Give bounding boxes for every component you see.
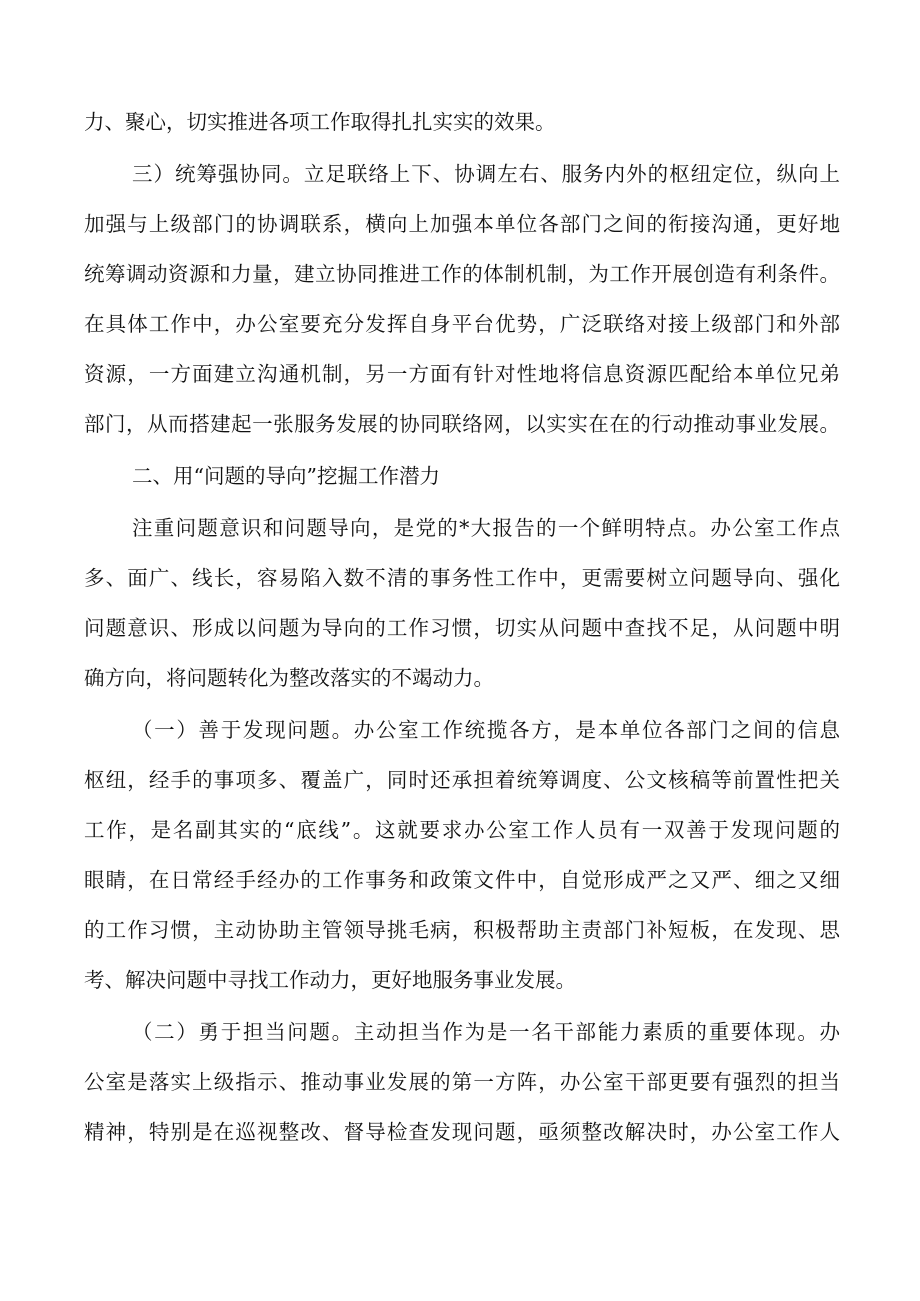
text-line: 统筹调动资源和力量，建立协同推进工作的体制机制，为工作开展创造有利条件。 <box>84 262 840 286</box>
text-line: 三）统筹强协同。立足联络上下、协调左右、服务内外的枢纽定位，纵向上 <box>132 162 840 186</box>
text-line: 工作，是名副其实的“底线”。这就要求办公室工作人员有一双善于发现问题的 <box>84 818 840 842</box>
text-line: （一）善于发现问题。办公室工作统揽各方，是本单位各部门之间的信息 <box>132 718 840 742</box>
text-line: 问题意识、形成以问题为导向的工作习惯，切实从问题中查找不足，从问题中明 <box>84 616 840 640</box>
text-line: 眼睛，在日常经手经办的工作事务和政策文件中，自觉形成严之又严、细之又细 <box>84 868 840 892</box>
text-line: （二）勇于担当问题。主动担当作为是一名干部能力素质的重要体现。办 <box>132 1020 840 1044</box>
text-line: 力、聚心，切实推进各项工作取得扎扎实实的效果。 <box>84 110 556 134</box>
text-line: 考、解决问题中寻找工作动力，更好地服务事业发展。 <box>84 968 576 992</box>
text-line: 枢纽，经手的事项多、覆盖广，同时还承担着统筹调度、公文核稿等前置性把关 <box>84 768 840 792</box>
text-line: 的工作习惯，主动协助主管领导挑毛病，积极帮助主责部门补短板，在发现、思 <box>84 918 840 942</box>
text-line: 注重问题意识和问题导向，是党的*大报告的一个鲜明特点。办公室工作点 <box>132 516 840 540</box>
text-line: 部门，从而搭建起一张服务发展的协同联络网，以实实在在的行动推动事业发展。 <box>84 412 840 436</box>
section-heading: 二、用“问题的导向”挖掘工作潜力 <box>132 464 440 488</box>
text-line: 在具体工作中，办公室要充分发挥自身平台优势，广泛联络对接上级部门和外部 <box>84 312 840 336</box>
text-line: 加强与上级部门的协调联系，横向上加强本单位各部门之间的衔接沟通，更好地 <box>84 212 840 236</box>
text-line: 多、面广、线长，容易陷入数不清的事务性工作中，更需要树立问题导向、强化 <box>84 566 840 590</box>
text-line: 确方向，将问题转化为整改落实的不竭动力。 <box>84 666 494 690</box>
text-line: 精神，特别是在巡视整改、督导检查发现问题，亟须整改解决时，办公室工作人 <box>84 1120 840 1144</box>
text-line: 公室是落实上级指示、推动事业发展的第一方阵，办公室干部更要有强烈的担当 <box>84 1070 840 1094</box>
text-line: 资源，一方面建立沟通机制，另一方面有针对性地将信息资源匹配给本单位兄弟 <box>84 362 840 386</box>
